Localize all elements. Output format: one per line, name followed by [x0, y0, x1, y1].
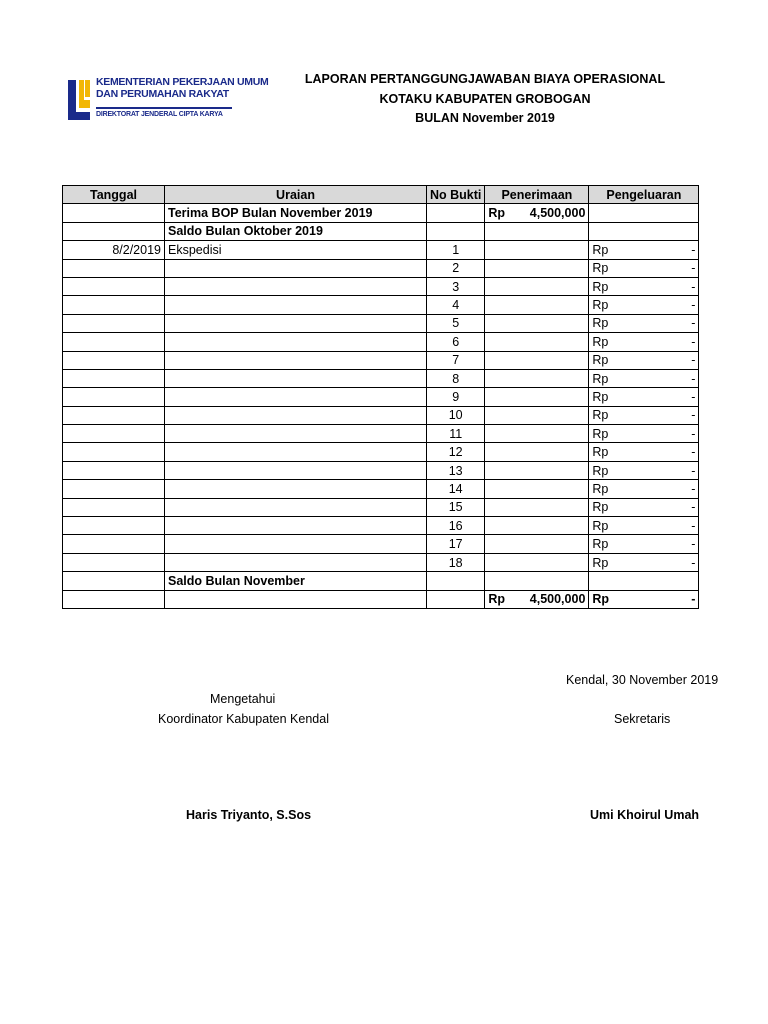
cell-out [589, 425, 699, 443]
cell-no: 16 [427, 517, 485, 535]
cell-desc [165, 425, 427, 443]
cell-desc [165, 259, 427, 277]
cell-desc [165, 443, 427, 461]
currency-label: Rp [592, 298, 609, 313]
cell-date [63, 406, 165, 424]
amount-out: - [691, 426, 696, 441]
cell-date [63, 535, 165, 553]
cell-date [63, 480, 165, 498]
cell-desc [165, 553, 427, 571]
cell-desc [165, 480, 427, 498]
cell-in [485, 425, 589, 443]
cell-no: 2 [427, 259, 485, 277]
table-row [63, 535, 699, 553]
cell-no: 8 [427, 369, 485, 387]
cell-desc [165, 314, 427, 332]
label-koordinator: Koordinator Kabupaten Kendal [158, 712, 329, 726]
cell-no: 3 [427, 277, 485, 295]
currency-label: Rp [592, 555, 609, 570]
cell-out [589, 333, 699, 351]
col-header-no-bukti: No Bukti [427, 186, 485, 204]
signer-right-name: Umi Khoirul Umah [590, 808, 700, 822]
cell-no: 9 [427, 388, 485, 406]
cell-in [485, 204, 589, 222]
cell-out [589, 241, 699, 259]
cell-out [589, 259, 699, 277]
logo-subtitle: DIREKTORAT JENDERAL CIPTA KARYA [96, 111, 223, 118]
table-row [63, 517, 699, 535]
currency-label: Rp [592, 279, 609, 294]
cell-out [589, 535, 699, 553]
table-row-saldo-oktober [63, 222, 699, 240]
cell-in [485, 443, 589, 461]
logo-text [96, 76, 269, 100]
cell-desc [165, 351, 427, 369]
table-row [63, 277, 699, 295]
ministry-emblem-icon [66, 76, 92, 122]
cell-out [589, 480, 699, 498]
cell-no: 15 [427, 498, 485, 516]
currency-label: Rp [592, 592, 610, 607]
cell-date [63, 222, 165, 240]
amount-in: 4,500,000 [529, 206, 586, 221]
cell-out [589, 443, 699, 461]
table-header-row [63, 186, 699, 204]
cell-out [589, 517, 699, 535]
table-row [63, 314, 699, 332]
col-header-pengeluaran: Pengeluaran [589, 186, 699, 204]
cell-out [589, 461, 699, 479]
currency-label: Rp [592, 408, 609, 423]
col-header-tanggal: Tanggal [63, 186, 165, 204]
cell-no: 6 [427, 333, 485, 351]
currency-label: Rp [592, 481, 609, 496]
amount-out: - [691, 316, 696, 331]
amount-out: - [691, 500, 696, 515]
col-header-uraian: Uraian [165, 186, 427, 204]
currency-label: Rp [592, 316, 609, 331]
table-row [63, 498, 699, 516]
amount-out: - [691, 298, 696, 313]
cell-out [589, 277, 699, 295]
cell-out [589, 369, 699, 387]
amount-out: - [691, 389, 696, 404]
amount-out: - [691, 353, 696, 368]
currency-label: Rp [592, 261, 609, 276]
currency-label: Rp [592, 537, 609, 552]
table-row [63, 296, 699, 314]
cell-date [63, 572, 165, 590]
cell-in [485, 296, 589, 314]
amount-out: - [691, 445, 696, 460]
cell-desc: Saldo Bulan November [165, 572, 427, 590]
cell-date [63, 369, 165, 387]
cell-out [589, 351, 699, 369]
cell-in [485, 222, 589, 240]
cell-in [485, 369, 589, 387]
cell-date [63, 333, 165, 351]
cell-out [589, 296, 699, 314]
table-row [63, 461, 699, 479]
logo-line1: KEMENTERIAN PEKERJAAN UMUM [96, 76, 269, 88]
cell-in [485, 277, 589, 295]
table-row [63, 351, 699, 369]
cell-date [63, 553, 165, 571]
cell-no: 13 [427, 461, 485, 479]
cell-desc [165, 517, 427, 535]
currency-label: Rp [592, 334, 609, 349]
cell-in [485, 388, 589, 406]
cell-desc: Terima BOP Bulan November 2019 [165, 204, 427, 222]
currency-label: Rp [592, 426, 609, 441]
cell-desc [165, 590, 427, 608]
cell-no: 10 [427, 406, 485, 424]
cell-desc [165, 498, 427, 516]
expense-report-table [62, 185, 699, 609]
cell-no: 5 [427, 314, 485, 332]
amount-out: - [691, 279, 696, 294]
cell-desc [165, 388, 427, 406]
amount-out: - [691, 555, 696, 570]
amount-out: - [691, 261, 696, 276]
table-row-saldo-november [63, 572, 699, 590]
cell-out [589, 222, 699, 240]
table-row [63, 369, 699, 387]
cell-in [485, 498, 589, 516]
cell-desc: Ekspedisi [165, 241, 427, 259]
cell-out [589, 314, 699, 332]
cell-in [485, 351, 589, 369]
table-row [63, 425, 699, 443]
cell-date [63, 296, 165, 314]
cell-in [485, 406, 589, 424]
logo-divider [96, 107, 232, 109]
amount-out: - [691, 463, 696, 478]
total-out: - [691, 592, 696, 607]
col-header-penerimaan: Penerimaan [485, 186, 589, 204]
ministry-logo [66, 76, 269, 124]
table-row-terima [63, 204, 699, 222]
cell-in [485, 480, 589, 498]
cell-date [63, 498, 165, 516]
table-row [63, 259, 699, 277]
cell-out [589, 406, 699, 424]
cell-date [63, 388, 165, 406]
amount-out: - [691, 408, 696, 423]
cell-no [427, 590, 485, 608]
amount-out: - [691, 537, 696, 552]
amount-out: - [691, 242, 696, 257]
table-row [63, 333, 699, 351]
currency-label: Rp [592, 518, 609, 533]
cell-in [485, 517, 589, 535]
amount-out: - [691, 371, 696, 386]
report-subtitle: KOTAKU KABUPATEN GROBOGAN [379, 92, 591, 106]
cell-desc: Saldo Bulan Oktober 2019 [165, 222, 427, 240]
cell-desc [165, 461, 427, 479]
table-row [63, 241, 699, 259]
currency-label: Rp [592, 445, 609, 460]
amount-out: - [691, 481, 696, 496]
currency-label: Rp [488, 592, 506, 607]
label-sekretaris: Sekretaris [614, 712, 671, 726]
cell-no [427, 204, 485, 222]
logo-line2: DAN PERUMAHAN RAKYAT [96, 88, 229, 100]
cell-no: 4 [427, 296, 485, 314]
cell-date [63, 314, 165, 332]
currency-label: Rp [592, 389, 609, 404]
cell-date [63, 517, 165, 535]
cell-in [485, 241, 589, 259]
total-in: 4,500,000 [529, 592, 586, 607]
cell-desc [165, 369, 427, 387]
table-row [63, 480, 699, 498]
cell-no: 1 [427, 241, 485, 259]
cell-date: 8/2/2019 [63, 241, 165, 259]
cell-desc [165, 535, 427, 553]
cell-out [589, 388, 699, 406]
cell-in [485, 461, 589, 479]
cell-total-in [485, 590, 589, 608]
currency-label: Rp [592, 463, 609, 478]
cell-in [485, 314, 589, 332]
cell-date [63, 425, 165, 443]
cell-no: 18 [427, 553, 485, 571]
cell-in [485, 259, 589, 277]
cell-no: 14 [427, 480, 485, 498]
cell-in [485, 572, 589, 590]
cell-in [485, 553, 589, 571]
signer-left-name: Haris Triyanto, S.Sos [186, 808, 312, 822]
amount-out: - [691, 334, 696, 349]
cell-desc [165, 406, 427, 424]
cell-in [485, 333, 589, 351]
cell-date [63, 351, 165, 369]
cell-date [63, 277, 165, 295]
cell-date [63, 461, 165, 479]
table-row [63, 553, 699, 571]
cell-in [485, 535, 589, 553]
table-row [63, 406, 699, 424]
cell-date [63, 204, 165, 222]
cell-date [63, 590, 165, 608]
cell-out [589, 204, 699, 222]
cell-no [427, 222, 485, 240]
report-period: BULAN November 2019 [415, 111, 555, 125]
place-date: Kendal, 30 November 2019 [566, 673, 719, 687]
cell-desc [165, 333, 427, 351]
table-row [63, 443, 699, 461]
cell-desc [165, 296, 427, 314]
table-row [63, 388, 699, 406]
currency-label: Rp [592, 353, 609, 368]
cell-no: 12 [427, 443, 485, 461]
amount-out: - [691, 518, 696, 533]
cell-no: 11 [427, 425, 485, 443]
cell-total-out [589, 590, 699, 608]
table-row-totals [63, 590, 699, 608]
currency-label: Rp [592, 500, 609, 515]
label-mengetahui: Mengetahui [210, 692, 276, 706]
cell-no: 7 [427, 351, 485, 369]
cell-date [63, 259, 165, 277]
report-title: LAPORAN PERTANGGUNGJAWABAN BIAYA OPERASIONAL [304, 72, 666, 86]
currency-label: Rp [592, 371, 609, 386]
cell-desc [165, 277, 427, 295]
cell-out [589, 498, 699, 516]
currency-label: Rp [592, 242, 609, 257]
cell-out [589, 572, 699, 590]
cell-out [589, 553, 699, 571]
currency-label: Rp [488, 206, 506, 221]
cell-date [63, 443, 165, 461]
cell-no: 17 [427, 535, 485, 553]
cell-no [427, 572, 485, 590]
